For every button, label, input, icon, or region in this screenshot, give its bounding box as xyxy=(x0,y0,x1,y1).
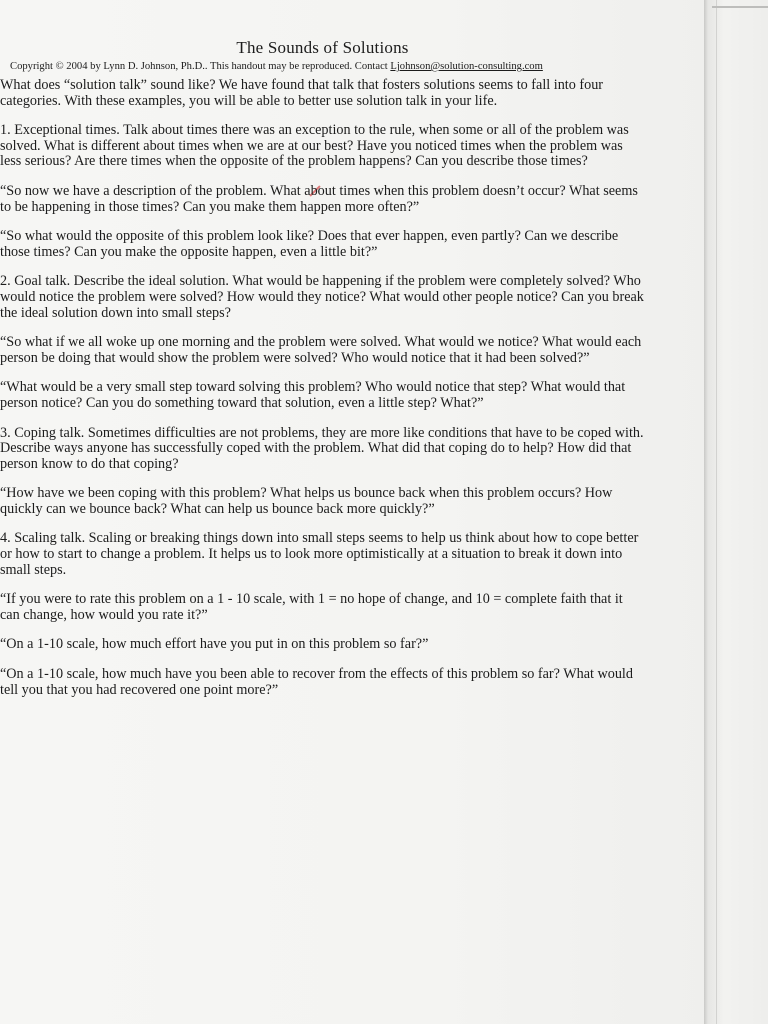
scaling-quote-3: “On a 1-10 scale, how much have you been able to recover from the effects of this problem so far? What would tell you that you had recovered one point more?” xyxy=(0,666,633,698)
exceptional-quote-1: “So now we have a description of the problem. What about times when this problem doesn’t occur? What seems to be happening in those times? Can you make them happen more often?” xyxy=(0,182,638,215)
intro-paragraph: What does “solution talk” sound like? We have found that talk that fosters solutions seems to fall into four categories. With these examples, you will be able to better use solution talk in your life. xyxy=(0,77,604,109)
scaling-quote-1: “If you were to rate this problem on a 1 - 10 scale, with 1 = no hope of change, and 10 = complete faith that it can change, how would you rate it?” xyxy=(0,591,623,623)
exceptional-quote-2: “So what would the opposite of this problem look like? Does that ever happen, even partly? Can we describe those times? Can you make the opposite happen, even a little bit?” xyxy=(0,228,619,260)
coping-quote: “How have we been coping with this problem? What helps us bounce back when this problem occurs? How quickly can we bounce back? What can help us bounce back more quickly?” xyxy=(0,485,613,517)
page-edge-shadow xyxy=(704,0,768,1024)
goal-quote-1: “So what if we all woke up one morning and the problem were solved. What would we notice? What would each person be doing that would show the problem were solved? Who would notice that it had been solved?” xyxy=(0,334,642,366)
goal-talk-paragraph: 2. Goal talk. Describe the ideal solution. What would be happening if the problem were completely solved? Who would notice the problem were solved? How would they notice? What would other people notice? Can you break the ideal solution down into small steps? xyxy=(0,273,644,321)
page-edge-tick xyxy=(712,6,768,8)
page-edge-line xyxy=(716,0,717,1024)
coping-talk-paragraph: 3. Coping talk. Sometimes difficulties are not problems, they are more like conditions that have to be coped with. Describe ways anyone has successfully coped with the problem. What did that coping do to help? How did that person know to do that coping? xyxy=(0,424,644,472)
document-content xyxy=(0,38,650,698)
document-title: The Sounds of Solutions xyxy=(236,38,409,57)
copyright-text: Copyright © 2004 by Lynn D. Johnson, Ph.D.. This handout may be reproduced. Contact xyxy=(10,61,391,72)
contact-email-link[interactable]: Ljohnson@solution-consulting.com xyxy=(390,61,543,72)
scaling-talk-paragraph: 4. Scaling talk. Scaling or breaking things down into small steps seems to help us think about how to cope better or how to start to change a problem. It helps us to look more optimistically at a situation to break it down into small steps. xyxy=(0,530,639,578)
goal-quote-2: “What would be a very small step toward solving this problem? Who would notice that step? What would that person notice? Can you do something toward that solution, even a little step? What?” xyxy=(0,379,626,411)
exceptional-times-paragraph: 1. Exceptional times. Talk about times there was an exception to the rule, when some or all of the problem was solved. What is different about times when we are at our best? Have you noticed times when the problem was less serious? Are there times when the opposite of the problem happens? Can you describe those times? xyxy=(0,122,629,170)
scaling-quote-2: “On a 1-10 scale, how much effort have you put in on this problem so far?” xyxy=(0,636,429,653)
copyright-line xyxy=(10,61,650,72)
